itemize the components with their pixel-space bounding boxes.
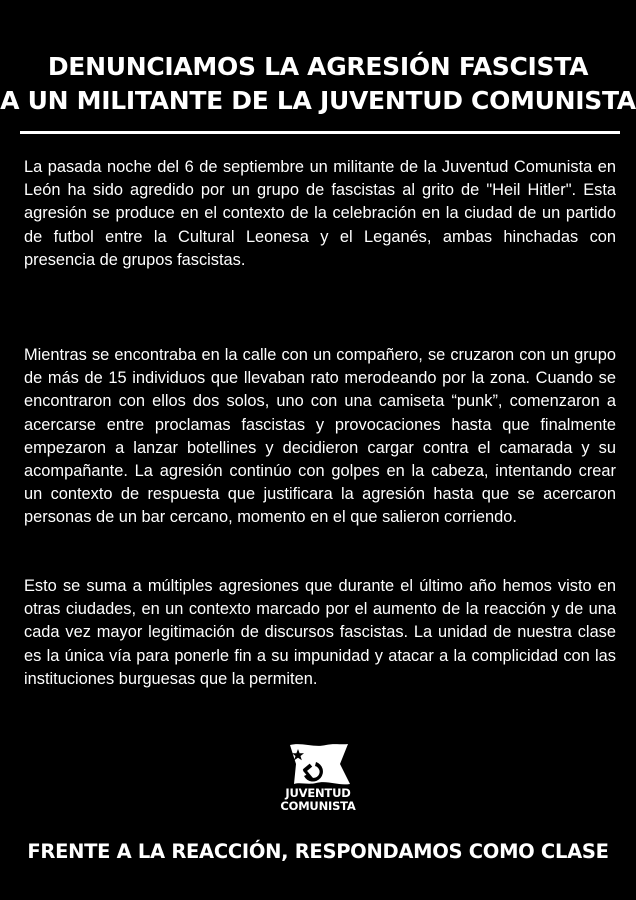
title-divider xyxy=(20,131,620,134)
footer-slogan: FRENTE A LA REACCIÓN, RESPONDAMOS COMO CLASE xyxy=(27,840,609,863)
organization-logo xyxy=(268,742,368,816)
body-paragraph-3: Esto se suma a múltiples agresiones que durante el último año hemos visto en otras ciudades, en un contexto marcado por el aumento de la reacción y de una cada vez mayor legitimación de discursos fascistas. La unidad de nuestra clase es la única vía para ponerle fin a su impunidad y atacar a la complicidad con las instituciones burguesas que la permiten. xyxy=(24,577,616,688)
body-paragraph-1: La pasada noche del 6 de septiembre un militante de la Juventud Comunista en León ha sido agredido por un grupo de fascistas al grito de "Heil Hitler". Esta agresión se produce en el contexto de la celebración en la ciudad de un partido de futbol entre la Cultural Leonesa y el Leganés, ambas hinchadas con presencia de grupos fascistas. xyxy=(24,158,616,269)
page-title xyxy=(0,50,636,118)
logo-text-line-1: JUVENTUD xyxy=(285,786,351,800)
body-paragraph-2: Mientras se encontraba en la calle con un compañero, se cruzaron con un grupo de más de 15 individuos que llevaban rato merodeando por la zona. Cuando se encontraron con ellos dos solos, uno con una camiseta “punk”, comenzaron a acercarse entre proclamas fascistas y provocaciones hasta que finalmente empezaron a lanzar botellines y decidieron cargar contra el camarada y su acompañante. La agresión continúo con golpes en la cabeza, intentando crear un contexto de respuesta que justificara la agresión hasta que se acercaron personas de un bar cercano, momento en el que salieron corriendo. xyxy=(24,346,616,527)
logo-text-line-2: COMUNISTA xyxy=(280,799,356,813)
title-line-1: DENUNCIAMOS LA AGRESIÓN FASCISTA xyxy=(47,52,589,81)
title-line-2: A UN MILITANTE DE LA JUVENTUD COMUNISTA xyxy=(0,86,636,115)
flag-star-hammer-sickle-icon xyxy=(284,742,352,786)
